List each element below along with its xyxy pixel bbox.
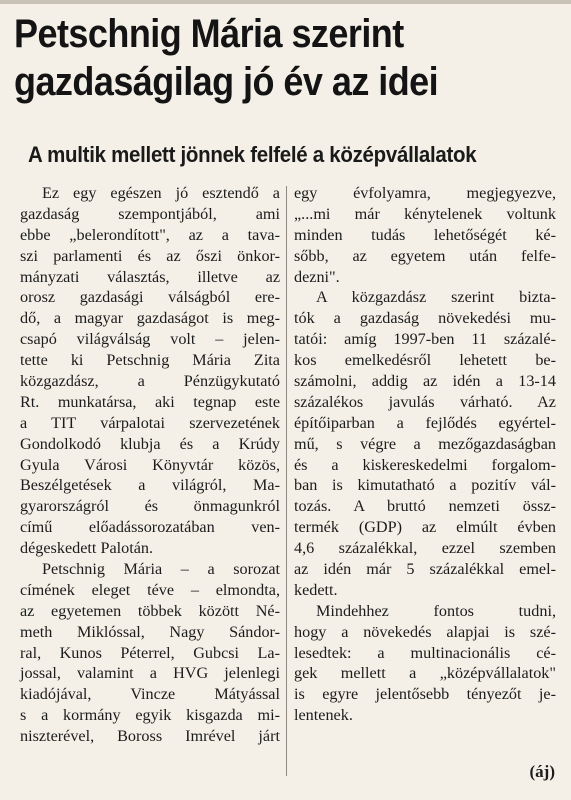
article-line: tatói: amíg 1997-ben 11 százalé- [294,330,556,349]
article-line: ral, Kunos Péterrel, Gubcsi La- [20,643,280,662]
column-divider [286,186,287,776]
article-line: kiadójával, Vincze Mátyással [20,685,280,704]
article-line: minden tudás lehetőségét ké- [294,225,556,244]
article-line: lesedtek: a multinacionális cé- [294,643,556,662]
article-line: tók a gazdaság növekedési mu- [294,309,556,328]
article-line: niszterével, Boross Imrével járt [20,727,280,746]
article-line: ban is kimutatható a pozitív vál- [294,476,556,495]
article-line: Petschnig Mária – a sorozat [42,560,280,579]
article-line: közgazdász, a Pénzügykutató [20,372,280,391]
article-line: tozás. A bruttó nemzeti össz- [294,497,556,516]
article-line: ebbe „belerondított", az a tava- [20,225,280,244]
headline-line-2: gazdaságilag jó év az idei [14,60,439,104]
article-line: sőbb, az egyetem után felfe- [294,246,556,265]
article-line: gek mellett a „középvállalatok" [294,664,556,683]
article-line: a TIT várpalotai szervezetének [20,413,280,432]
subheadline: A multik mellett jönnek felfelé a középvállalatok [28,142,477,167]
article-line: építőiparban a fejlődés egyértel- [294,413,556,432]
headline-line-1: Petschnig Mária szerint [14,12,404,56]
article-line: Ez egy egészen jó esztendő a [42,184,280,202]
article-line: „...mi már kénytelenek voltunk [294,204,556,223]
page-edge [0,0,571,4]
article-line: kos emelkedésről lehetett be- [294,351,556,370]
article-line: szi parlamenti és az őszi önkor- [20,246,280,265]
article-line: és a kiskereskedelmi forgalom- [294,455,556,474]
article-line: az idén már 5 százalékkal emel- [294,560,556,579]
article-line: meth Miklóssal, Nagy Sándor- [20,622,280,641]
article-line: jossal, valamint a HVG jelenlegi [20,664,280,683]
article-line: Rt. munkatársa, aki tegnap este [20,392,280,411]
headline [14,10,507,106]
article-line: kedett. [294,580,338,599]
article-line: dégeskedett Palotán. [20,539,154,558]
article-line: dő, a magyar gazdaságot is meg- [20,309,280,328]
article-line: mányzati választás, illetve az [20,267,280,286]
article-column-left [20,183,280,747]
article-line: csapó világválság volt – jelen- [20,330,280,349]
article-line: című előadássorozatában ven- [20,518,280,537]
article-line: dezni". [294,267,340,286]
article-line: gyarországról és önmagunkról [20,497,280,516]
author-signature: (áj) [529,762,555,781]
article-line: az egyetemen többek között Né- [20,601,280,620]
article-line: A közgazdász szerint biztа- [316,288,556,307]
article-line: címének eleget téve – elmondta, [20,580,280,599]
article-line: lentenek. [294,706,353,725]
article-line: egy évfolyamra, megjegyezve, [294,184,556,202]
article-line: 4,6 százalékkal, ezzel szemben [294,539,556,558]
article-line: százalékos javulás várható. Az [294,392,556,411]
article-line: mű, s végre a mezőgazdaságban [294,434,556,453]
article-line: Gondolkodó klubja és a Krúdy [20,434,280,453]
article-line: is egyre jelentősebb tényezőt je- [294,685,556,704]
article-column-right [294,183,556,726]
article-line: Gyula Városi Könyvtár közös, [20,455,280,474]
article-line: gazdaság szempontjából, ami [20,204,280,223]
article-line: tette ki Petschnig Mária Zita [20,351,280,370]
article-line: s a kormány egyik kisgazda mi- [20,706,280,725]
article-line: termék (GDP) az elmúlt évben [294,518,556,537]
article-line: számolni, addig az idén a 13-14 [294,372,556,391]
article-line: Mindehhez fontos tudni, [316,601,556,620]
article-line: orosz gazdasági válságból ere- [20,288,280,307]
article-line: Beszélgetések a világról, Ma- [20,476,280,495]
article-line: hogy a növekedés alapjai is szé- [294,622,556,641]
